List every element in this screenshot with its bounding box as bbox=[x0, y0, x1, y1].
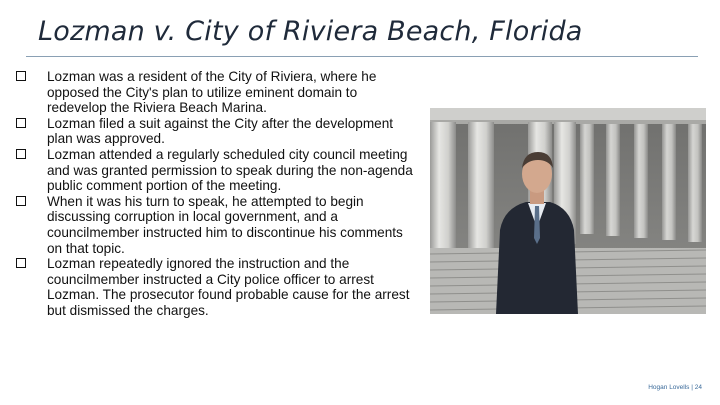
bullet-item bbox=[14, 256, 414, 318]
bullet-list bbox=[14, 69, 414, 319]
checkbox-square-icon bbox=[16, 196, 26, 206]
bullet-text: Lozman was a resident of the City of Riviera, where he opposed the City's plan to utilize eminent domain to redevelop the Riviera Beach Marina. bbox=[47, 69, 377, 116]
courthouse-photo bbox=[430, 108, 706, 314]
page-number: 24 bbox=[694, 384, 702, 391]
bullet-item bbox=[14, 69, 414, 116]
footer-separator: | bbox=[691, 384, 693, 391]
bullet-text: When it was his turn to speak, he attempted to begin discussing corruption in local government, and a councilmember instructed him to discontinue his comments on that topic. bbox=[47, 193, 403, 256]
footer-firm: Hogan Lovells bbox=[648, 384, 690, 391]
slide-title: Lozman v. City of Riviera Beach, Florida bbox=[38, 16, 583, 47]
bullet-item bbox=[14, 116, 414, 147]
bullet-text: Lozman repeatedly ignored the instruction and the councilmember instructed a City police officer to arrest Lozman. The prosecutor found probable cause for the arrest but dismissed the charges. bbox=[47, 256, 410, 318]
bullet-item bbox=[14, 147, 414, 194]
checkbox-square-icon bbox=[16, 71, 26, 81]
bullet-text: Lozman filed a suit against the City after the development plan was approved. bbox=[47, 115, 394, 147]
checkbox-square-icon bbox=[16, 258, 26, 268]
footer bbox=[648, 384, 702, 391]
bullet-text: Lozman attended a regularly scheduled city council meeting and was granted permission to speak during the non-agenda public comment portion of the meeting. bbox=[47, 146, 413, 194]
bullet-item bbox=[14, 194, 414, 256]
checkbox-square-icon bbox=[16, 149, 26, 159]
checkbox-square-icon bbox=[16, 118, 26, 128]
title-divider bbox=[26, 56, 698, 57]
